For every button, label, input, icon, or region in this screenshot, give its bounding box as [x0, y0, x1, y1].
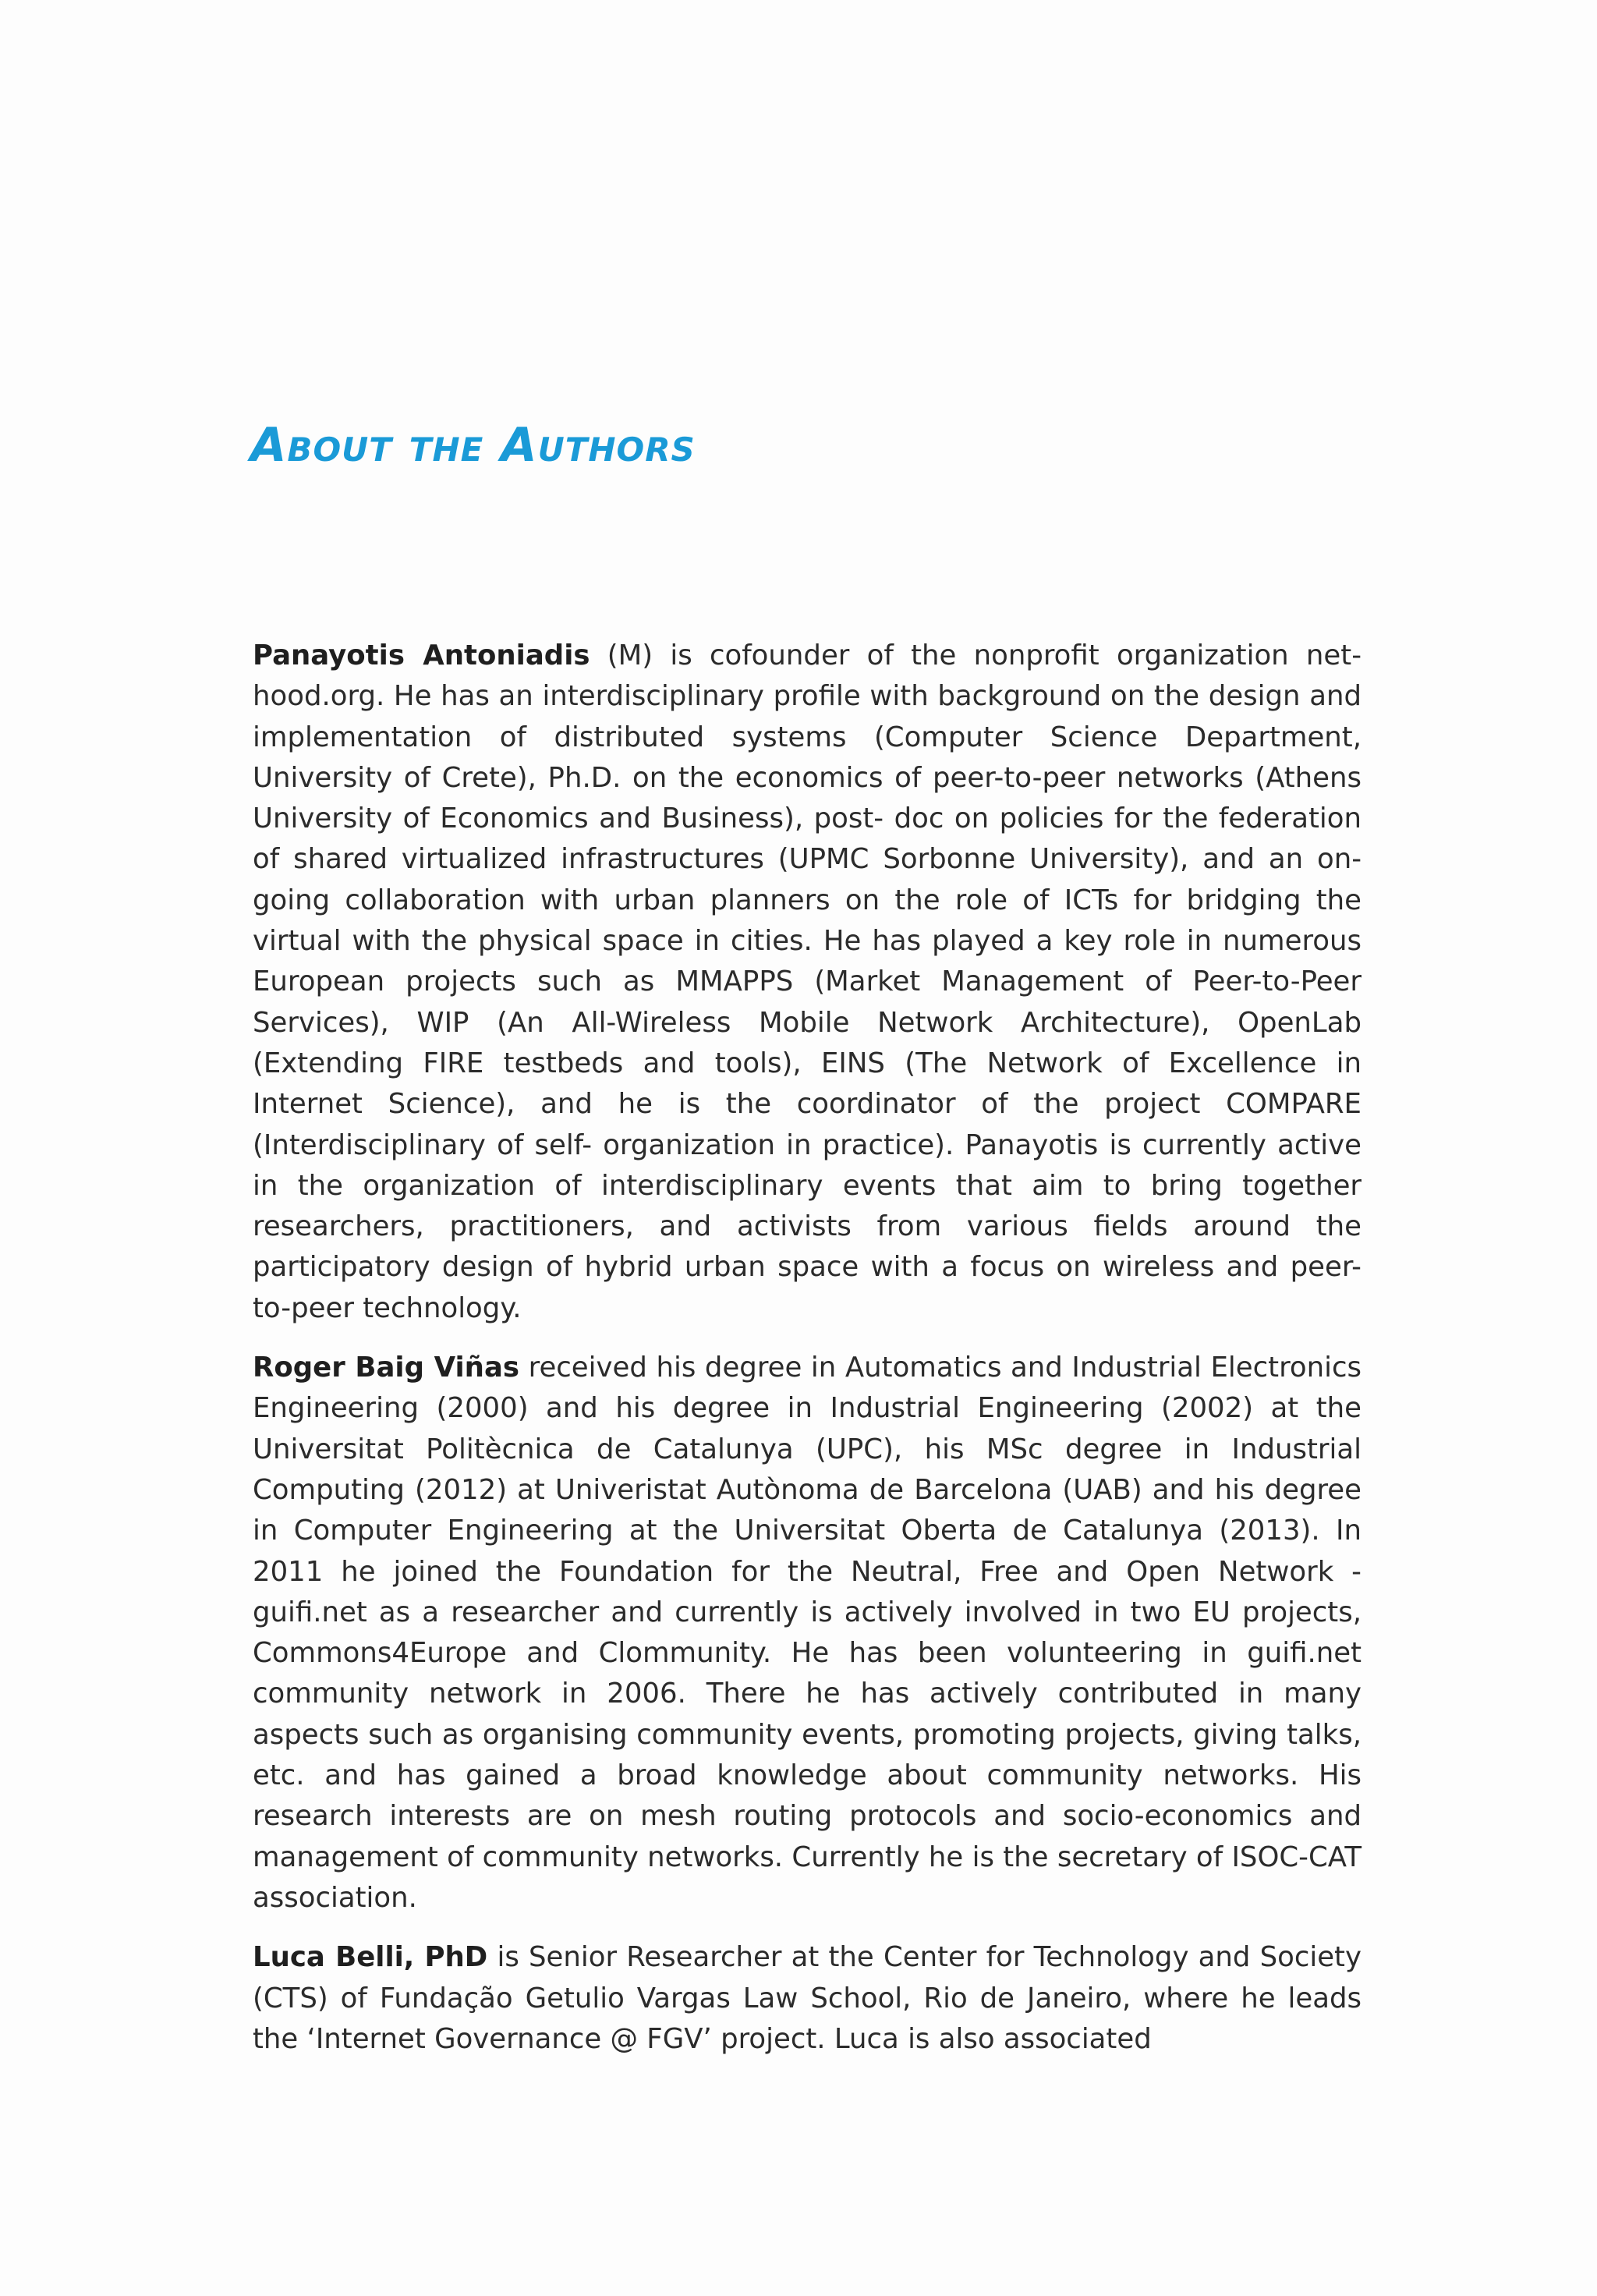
- bio-panayotis-antoniadis: [253, 636, 1362, 1329]
- author-name: Luca Belli, PhD: [253, 1941, 488, 1974]
- author-bio-text: received his degree in Automatics and Industrial Electronics Engineering (2000) and his degree in Industrial Engineering (2002) at the Universitat Politècnica de Catalunya (UPC), his MSc degree in Industrial Computing (2012) at Univeristat Autònoma de Barcelona (UAB) and his degree in Computer Engineering at the Universitat Oberta de Catalunya (2013). In 2011 he joined the Foundation for the Neutral, Free and Open Network - guifi.net as a researcher and currently is actively involved in two EU projects, Commons4Europe and Clommunity. He has been volunteering in guifi.net community network in 2006. There he has actively contributed in many aspects such as organising community events, promoting projects, giving talks, etc. and has gained a broad knowledge about community networks. His research interests are on mesh routing protocols and socio-economics and management of community networks. Currently he is the secretary of ISOC-CAT association.: [253, 1352, 1362, 1914]
- bio-roger-baig-vinas: [253, 1348, 1362, 1919]
- author-bio-text: (M) is cofounder of the nonprofit organization nethood.org. He has an interdisciplinary profile with background on the design and implementation of distributed systems (Computer Science Department, University of Crete), Ph.D. on the economics of peer-to-peer networks (Athens University of Economics and Business), post- doc on policies for the federation of shared virtualized infrastructures (UPMC Sorbonne University), and an on-going collaboration with urban planners on the role of ICTs for bridging the virtual with the physical space in cities. He has played a key role in numerous European projects such as MMAPPS (Market Management of Peer-to-Peer Services), WIP (An All-Wireless Mobile Network Architecture), OpenLab (Extending FIRE testbeds and tools), EINS (The Network of Excellence in Internet Science), and he is the coordinator of the project COMPARE (Interdisciplinary of self- organization in practice). Panayotis is currently active in the organization of interdisciplinary events that aim to bring together researchers, practitioners, and activists from various fields around the participatory design of hybrid urban space with a focus on wireless and peer-to-peer technology.: [253, 640, 1362, 1324]
- author-bio-text: is Senior Researcher at the Center for Technology and Society (CTS) of Fundação Getulio Vargas Law School, Rio de Janeiro, where he leads the ‘Internet Governance @ FGV’ project. Luca is also associated: [253, 1941, 1362, 2055]
- author-name: Roger Baig Viñas: [253, 1352, 520, 1384]
- bio-luca-belli: [253, 1937, 1362, 2060]
- page-title: About the Authors: [250, 418, 696, 473]
- author-bios: [253, 636, 1362, 2078]
- author-name: Panayotis Antoniadis: [253, 640, 590, 671]
